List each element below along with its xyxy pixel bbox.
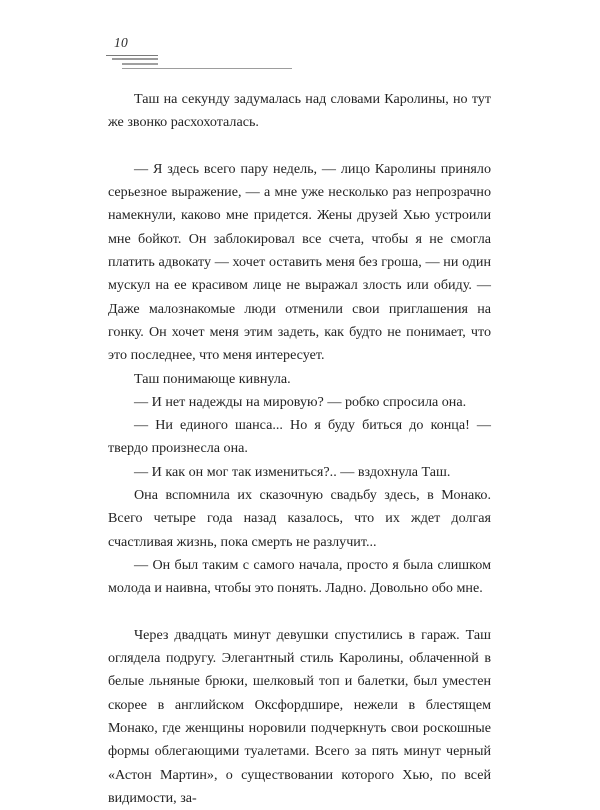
paragraph-spacer-1 <box>108 135 491 158</box>
paragraph-8: — Он был таким с самого начала, просто я была слишком молода и наивна, чтобы это понять. Ладно. Довольно обо мне. <box>108 556 491 597</box>
paragraph-spacer-2 <box>108 601 491 624</box>
paragraph-6: — И как он мог так измениться?.. — вздохнула Таш. <box>134 463 451 480</box>
ornament-rule-top <box>106 55 158 56</box>
page-header <box>106 36 494 67</box>
paragraph-2: — Я здесь всего пару недель, — лицо Каролины приняло серьезное выражение, — а мне уже несколько раз непрозрачно намекнули, каково мне придется. Жены друзей Хью устроили мне бойкот. Он заблокировал все счета, чтобы я не смогла платить адвокату — хочет оставить меня без гроша, — ни один мускул на ее красивом лице не выражал злость или обиду. — Даже малознакомые люди отменили свои приглашения на гонку. Он хочет меня этим задеть, как будто не понимает, что это последнее, что меня интересует. <box>108 160 491 364</box>
paragraph-1: Таш на секунду задумалась над словами Каролины, но тут же звонко расхохоталась. <box>108 91 491 131</box>
paragraph-3: Таш понимающе кивнула. <box>134 370 291 387</box>
paragraph-7: Она вспомнила их сказочную свадьбу здесь, в Монако. Всего четыре года назад казалось, что их ждет долгая счастливая жизнь, пока смерть не разлучит... <box>108 487 491 550</box>
ornament-rule-third <box>122 63 158 65</box>
paragraph-4: — И нет надежды на мировую? — робко спросила она. <box>134 393 467 410</box>
paragraph-5: — Ни единого шанса... Но я буду биться до конца! — твердо произнесла она. <box>108 417 491 457</box>
ornament-rule-long <box>122 68 292 69</box>
body-text-column <box>108 88 491 810</box>
page-number: 10 <box>114 35 129 50</box>
triple-rule-ornament <box>106 55 494 67</box>
ornament-rule-second <box>112 58 158 60</box>
paragraph-9: Через двадцать минут девушки спустились в гараж. Таш оглядела подругу. Элегантный стиль Каролины, облаченной в белые льняные брюки, шелковый топ и балетки, был уместен скорее в английском Оксфордшире, нежели в блестящем Монако, где женщины норовили подчеркнуть свои роскошные формы облегающими туалетами. Всего за пять минут черный «Астон Мартин», о существовании которого Хью, по всей видимости, за- <box>108 626 491 806</box>
